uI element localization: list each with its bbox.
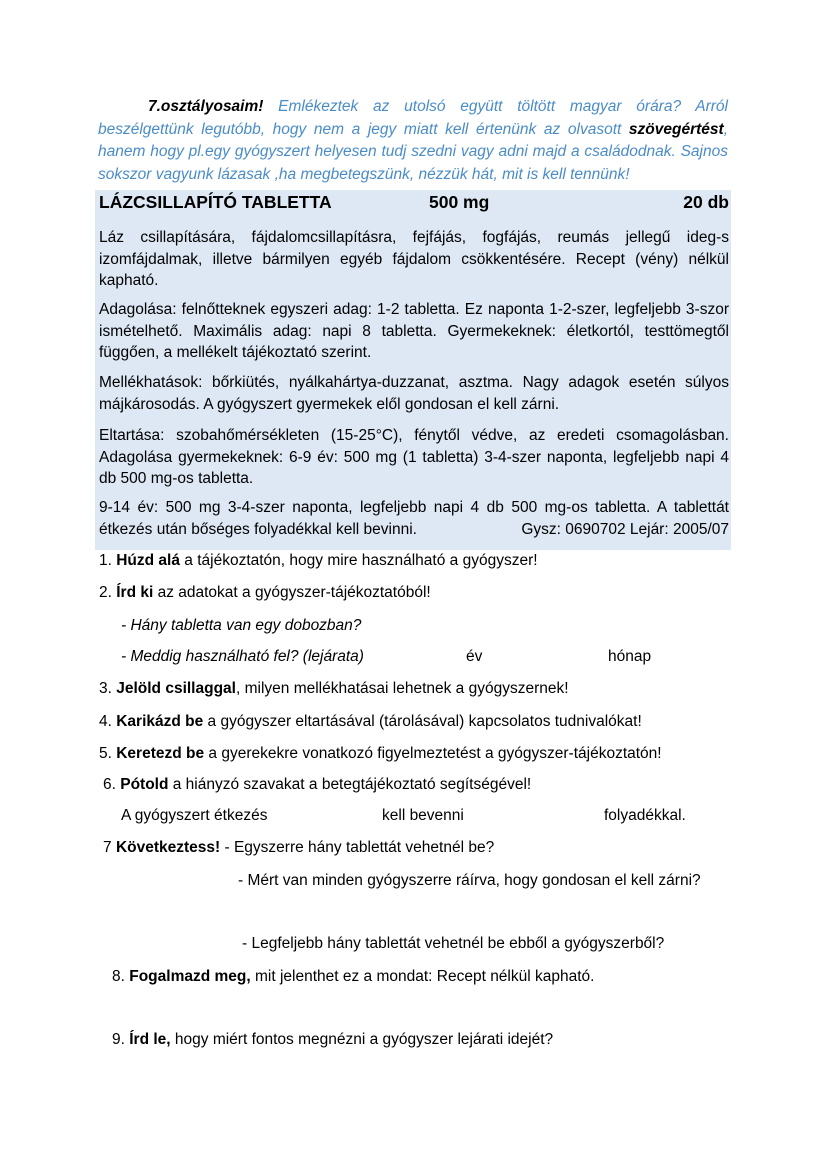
question-8: 8. Fogalmazd meg, mit jelenthet ez a mondat: Recept nélkül kapható.: [112, 968, 595, 985]
intro-paragraph: [98, 96, 728, 186]
intro-text-2: , hanem hogy pl.egy gyógyszert helyesen tudj szedni vagy adni majd a családodnak. Sajnos sokszor vagyunk lázasak ,ha megbetegszünk, nézzük hát, mit is kell tennünk!: [98, 120, 728, 183]
question-5: 5. Keretezd be a gyerekekre vonatkozó figyelmeztetést a gyógyszer-tájékoztatón!: [99, 745, 662, 762]
product-storage: Eltartása: szobahőmérsékleten (15-25°C), fénytől védve, az eredeti csomagolásban. Adagolása gyermekeknek: 6-9 év: 500 mg (1 tabletta) 3-4-szer naponta, legfeljebb napi 4 db 500 mg-os tabletta.: [99, 427, 729, 487]
product-count: 20 db: [683, 192, 729, 212]
question-7c: - Legfeljebb hány tablettát vehetnél be ebből a gyógyszerből?: [242, 935, 665, 952]
answer-year-label: év: [466, 648, 483, 665]
fill-in-part-3: folyadékkal.: [604, 807, 686, 824]
product-dosage: Adagolása: felnőtteknek egyszeri adag: 1-2 tabletta. Ez naponta 1-2-szer, legfeljebb 3-szor ismételhető. Maximális adag: napi 8 tabletta. Gyermekeknek: életkortól, testtömegtől függően, a mellékelt tájékoztató szerint.: [99, 301, 729, 361]
question-2: 2. Írd ki az adatokat a gyógyszer-tájékoztatóból!: [99, 584, 431, 601]
product-children-text: 9-14 év: 500 mg 3-4-szer naponta, legfeljebb napi 4 db 500 mg-os tabletta. A tablettát étkezés után bőséges folyadékkal kell bevinni.: [99, 499, 729, 538]
fill-in-part-1: A gyógyszert étkezés: [121, 807, 268, 824]
intro-text-1: Emlékeztek az utolsó együtt töltött magyar órára? Arról beszélgettünk legutóbb, hogy nem a jegy miatt kell értenünk az olvasott: [98, 98, 728, 138]
intro-emphasis: szövegértést: [628, 120, 724, 138]
question-6: 6. Pótold a hiányzó szavakat a betegtájékoztató segítségével!: [103, 776, 532, 793]
question-4: 4. Karikázd be a gyógyszer eltartásával (tárolásával) kapcsolatos tudnivalókat!: [99, 713, 642, 730]
question-3: 3. Jelöld csillaggal, milyen mellékhatásai lehetnek a gyógyszernek!: [99, 680, 569, 697]
product-indications: Láz csillapítására, fájdalomcsillapításra, fejfájás, fogfájás, reumás jellegű ideg-s izomfájdalmak, illetve bármilyen egyéb fájdalom csökkentésére. Recept (vény) nélkül kapható.: [99, 229, 729, 289]
product-header: [99, 192, 729, 216]
question-2a: - Hány tabletta van egy dobozban?: [121, 617, 362, 634]
product-side-effects: Mellékhatások: bőrkiütés, nyálkahártya-duzzanat, asztma. Nagy adagok esetén súlyos májkárosodás. A gyógyszert gyermekek elől gondosan el kell zárni.: [99, 374, 729, 413]
product-name: LÁZCSILLAPÍTÓ TABLETTA: [99, 192, 332, 212]
product-children-dosage: [99, 497, 729, 540]
product-code: Gysz: 0690702 Lejár: 2005/07: [521, 520, 729, 538]
answer-month-label: hónap: [608, 648, 652, 665]
product-dose: 500 mg: [429, 192, 490, 212]
question-7: 7 Következtess! - Egyszerre hány tablettát vehetnél be?: [103, 839, 495, 856]
fill-in-part-2: kell bevenni: [382, 807, 464, 824]
question-1: 1. Húzd alá a tájékoztatón, hogy mire használható a gyógyszer!: [99, 552, 538, 569]
intro-lead: 7.osztályosaim!: [148, 98, 264, 115]
question-7b: - Mért van minden gyógyszerre ráírva, hogy gondosan el kell zárni?: [238, 872, 701, 889]
question-9: 9. Írd le, hogy miért fontos megnézni a gyógyszer lejárati idejét?: [112, 1031, 554, 1048]
question-2b: - Meddig használható fel? (lejárata): [121, 648, 364, 665]
